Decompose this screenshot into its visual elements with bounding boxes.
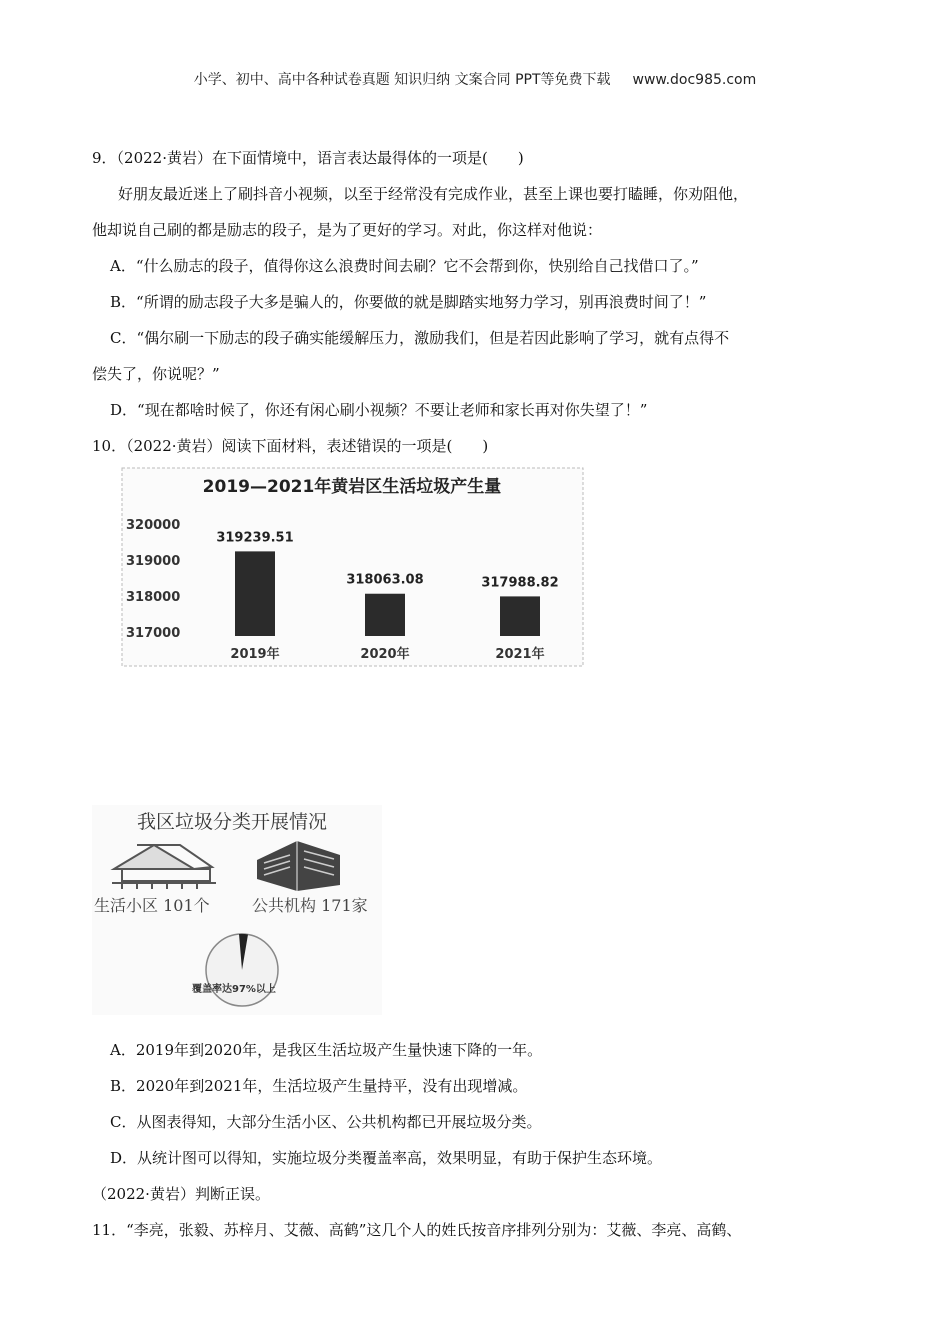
x-category-label: 2021年 bbox=[495, 647, 545, 662]
q9-option-d: D．“现在都啥时候了，你还有闲心刷小视频？不要让老师和家长再对你失望了！” bbox=[110, 401, 648, 419]
chart-frame bbox=[122, 468, 583, 666]
bar-value-label: 318063.08 bbox=[346, 572, 424, 588]
x-category-label: 2020年 bbox=[360, 647, 410, 662]
y-tick-label: 318000 bbox=[126, 590, 181, 605]
bar-value-label: 317988.82 bbox=[481, 575, 559, 591]
waste-bar-chart bbox=[120, 466, 585, 668]
q9-option-b: B．“所谓的励志段子大多是骗人的，你要做的就是脚踏实地努力学习，别再浪费时间了！” bbox=[110, 293, 707, 311]
chart-title: 2019—2021年黄岩区生活垃圾产生量 bbox=[202, 477, 502, 497]
bar-value-label: 319239.51 bbox=[216, 530, 294, 546]
classification-infographic bbox=[92, 805, 382, 1015]
q9-option-c-line1: C．“偶尔刷一下励志的段子确实能缓解压力，激励我们，但是若因此影响了学习，就有点得不 bbox=[110, 329, 730, 347]
judge-heading: （2022·黄岩）判断正误。 bbox=[92, 1185, 270, 1203]
q10-option-b: B．2020年到2021年，生活垃圾产生量持平，没有出现增减。 bbox=[110, 1077, 528, 1095]
y-tick-label: 317000 bbox=[126, 626, 181, 641]
residential-count: 生活小区 101个 bbox=[94, 896, 210, 915]
q9-context-line1: 好朋友最近迷上了刷抖音小视频，以至于经常没有完成作业，甚至上课也要打瞌睡，你劝阻他， bbox=[118, 185, 749, 203]
q10-stem: 10．（2022·黄岩）阅读下面材料，表述错误的一项是( ) bbox=[92, 437, 489, 455]
q11-stem: 11．“李亮，张毅、苏梓月、艾薇、高鹤”这几个人的姓氏按音序排列分别为：艾薇、李亮、高鹤、 bbox=[92, 1221, 742, 1239]
y-tick-label: 319000 bbox=[126, 554, 181, 569]
coverage-label: 覆盖率达97%以上 bbox=[192, 984, 276, 995]
bar bbox=[365, 594, 405, 636]
q9-option-a: A．“什么励志的段子，值得你这么浪费时间去刷？它不会帮到你，快别给自己找借口了。” bbox=[110, 257, 699, 275]
q10-option-d: D．从统计图可以得知，实施垃圾分类覆盖率高，效果明显，有助于保护生态环境。 bbox=[110, 1149, 663, 1167]
q9-stem: 9．（2022·黄岩）在下面情境中，语言表达最得体的一项是( ) bbox=[92, 149, 524, 167]
header-text: 小学、初中、高中各种试卷真题 知识归纳 文案合同 PPT等免费下载 bbox=[193, 72, 611, 88]
page-header bbox=[0, 69, 950, 89]
y-tick-label: 320000 bbox=[126, 518, 181, 533]
q9-option-c-line2: 偿失了，你说呢？” bbox=[92, 365, 220, 383]
q10-option-c: C．从图表得知，大部分生活小区、公共机构都已开展垃圾分类。 bbox=[110, 1113, 542, 1131]
coverage-pie bbox=[206, 934, 278, 1006]
header-url: www.doc985.com bbox=[632, 72, 757, 88]
q9-context-line2: 他却说自己刷的都是励志的段子，是为了更好的学习。对此，你这样对他说： bbox=[92, 221, 603, 239]
x-category-label: 2019年 bbox=[230, 647, 280, 662]
infographic-title: 我区垃圾分类开展情况 bbox=[137, 811, 328, 833]
public-count: 公共机构 171家 bbox=[252, 896, 368, 915]
bar bbox=[500, 596, 540, 636]
q10-option-a: A．2019年到2020年，是我区生活垃圾产生量快速下降的一年。 bbox=[110, 1041, 543, 1059]
bar bbox=[235, 551, 275, 636]
